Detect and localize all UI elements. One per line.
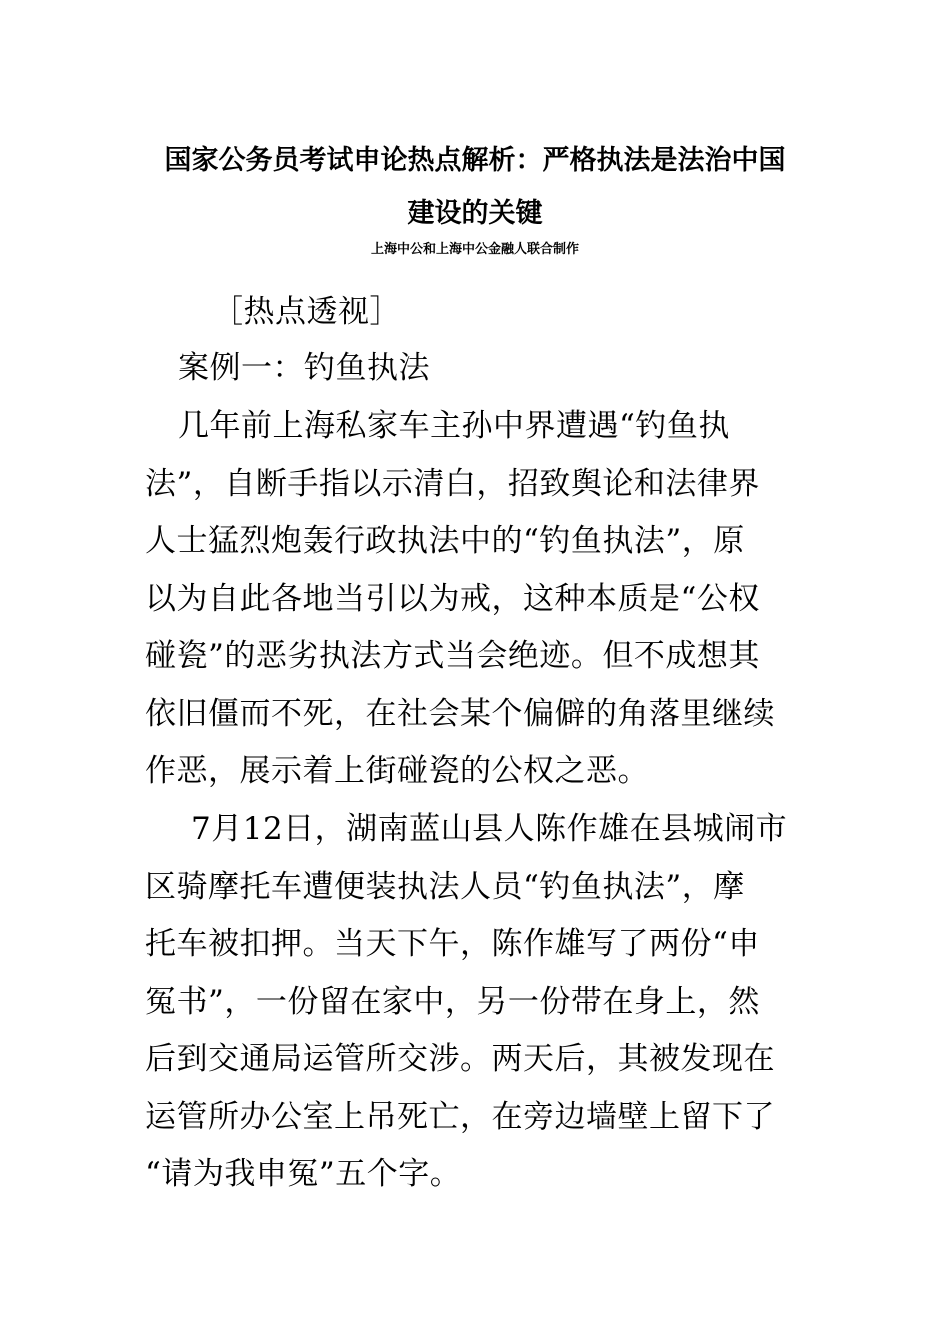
document-title-line-1: 国家公务员考试申论热点解析：严格执法是法治中国: [164, 145, 786, 176]
section-label: ［热点透视］: [212, 294, 401, 330]
paragraph-1-line: 人士猛烈炮轰行政执法中的“钓鱼执法”，原: [145, 523, 745, 559]
paragraph-1: [145, 398, 805, 801]
document-subtitle: 上海中公和上海中公金融人联合制作: [370, 242, 579, 257]
paragraph-2-line: 运管所办公室上吊死亡，在旁边墙壁上留下了: [145, 1098, 775, 1135]
paragraph-2-line: “请为我申冤”五个字。: [145, 1156, 462, 1192]
paragraph-1-line: 碰瓷”的恶劣执法方式当会绝迹。但不成想其: [145, 638, 760, 674]
paragraph-1-line: 作恶，展示着上街碰瓷的公权之恶。: [145, 753, 649, 789]
document-title-line-2: 建设的关键: [407, 198, 543, 229]
paragraph-2-line: 后到交通局运管所交涉。两天后，其被发现在: [145, 1041, 775, 1077]
paragraph-1-line: 依旧僵而不死，在社会某个偏僻的角落里继续: [145, 695, 775, 732]
paragraph-2-line: 区骑摩托车遭便装执法人员“钓鱼执法”，摩: [145, 868, 745, 905]
paragraph-2: [145, 801, 805, 1204]
paragraph-1-line: 法”，自断手指以示清白，招致舆论和法律界: [145, 465, 760, 502]
paragraph-2-line: 7月12日，湖南蓝山县人陈作雄在县城闹市: [191, 811, 788, 847]
paragraph-2-line: 冤书”，一份留在家中，另一份带在身上，然: [145, 983, 760, 1020]
paragraph-1-line: 以为自此各地当引以为戒，这种本质是“公权: [145, 580, 760, 617]
paragraph-2-line: 托车被扣押。当天下午，陈作雄写了两份“申: [145, 926, 760, 962]
case-title: 案例一：钓鱼执法: [178, 350, 430, 386]
paragraph-1-line: 几年前上海私家车主孙中界遭遇“钓鱼执: [178, 408, 730, 444]
